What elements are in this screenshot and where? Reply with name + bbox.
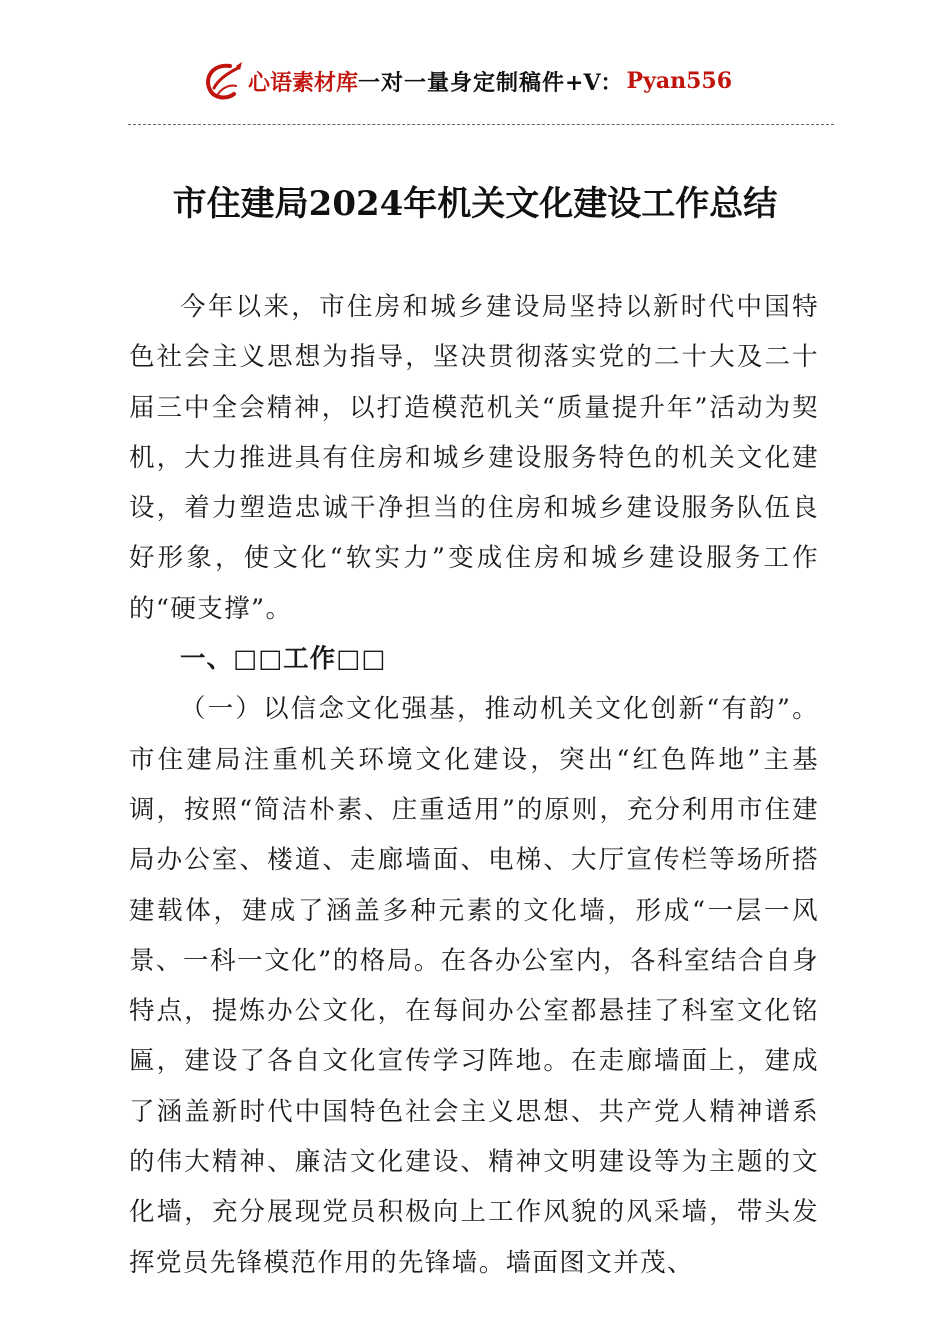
watermark-header bbox=[200, 58, 732, 104]
document-body bbox=[129, 282, 819, 1288]
body-paragraph: （一）以信念文化强基，推动机关文化创新“有韵”。市住建局注重机关环境文化建设，突出“红色阵地”主基调，按照“简洁朴素、庄重适用”的原则，充分利用市住建局办公室、楼道、走廊墙面、电梯、大厅宣传栏等场所搭建载体，建成了涵盖多种元素的文化墙，形成“一层一风景、一科一文化”的格局。在各办公室内，各科室结合自身特点，提炼办公文化，在每间办公室都悬挂了科室文化铭匾，建设了各自文化宣传学习阵地。在走廊墙面上，建成了涵盖新时代中国特色社会主义思想、共产党人精神谱系的伟大精神、廉洁文化建设、精神文明建设等为主题的文化墙，充分展现党员积极向上工作风貌的风采墙，带头发挥党员先锋模范作用的先锋墙。墙面图文并茂、 bbox=[129, 694, 819, 1278]
document-title: 市住建局2024年机关文化建设工作总结 bbox=[172, 184, 778, 224]
contact-label: +V： bbox=[565, 69, 623, 96]
header-divider bbox=[128, 124, 834, 125]
section-heading: 一、□□工作□□ bbox=[180, 644, 387, 675]
pen-swirl-logo-icon bbox=[200, 58, 246, 104]
brand-name: 心语素材库 bbox=[248, 69, 359, 96]
contact-id: Pyan556 bbox=[626, 68, 733, 94]
slogan: 一对一量身定制稿件 bbox=[358, 69, 566, 96]
intro-paragraph: 今年以来，市住房和城乡建设局坚持以新时代中国特色社会主义思想为指导，坚决贯彻落实党的二十大及二十届三中全会精神，以打造模范机关“质量提升年”活动为契机，大力推进具有住房和城乡建设服务特色的机关文化建设，着力塑造忠诚干净担当的住房和城乡建设服务队伍良好形象，使文化“软实力”变成住房和城乡建设服务工作的“硬支撑”。 bbox=[129, 292, 819, 624]
